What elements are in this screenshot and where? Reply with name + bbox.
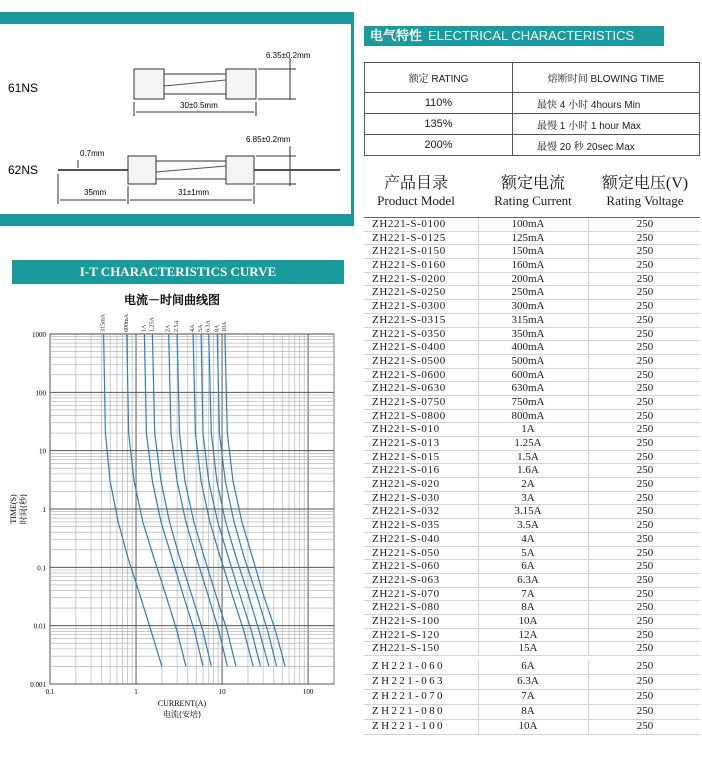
product-voltage: 250 — [636, 286, 654, 299]
column-divider — [588, 601, 589, 615]
product-current: 1A — [521, 423, 535, 436]
product-current: 500mA — [511, 354, 545, 367]
curve-label-1.25A: 1.25A — [149, 317, 156, 332]
column-divider — [588, 300, 589, 314]
product-table-header — [364, 175, 700, 217]
fuse1-diameter-label: 6.35±0.2mm — [266, 51, 311, 60]
column-divider — [588, 505, 589, 519]
rating-value: 135% — [365, 114, 513, 135]
fuse2-body — [128, 156, 254, 184]
fuse2-cap-right — [226, 156, 254, 184]
product-model: ZH221-100 — [372, 720, 445, 732]
curve-label-10A: 10A — [221, 321, 228, 332]
blowing-time-value: 最快 4 小时 4hours Min — [513, 93, 700, 114]
column-divider — [478, 341, 479, 355]
column-divider — [478, 396, 479, 410]
curve-label-2A: 2A — [165, 324, 172, 332]
column-divider — [478, 451, 479, 465]
product-voltage: 250 — [636, 218, 654, 230]
product-voltage: 250 — [636, 354, 654, 367]
product-row — [364, 547, 700, 561]
voltage-column-header — [590, 175, 700, 208]
product-row — [364, 410, 700, 424]
product-model: ZH221-S-100 — [372, 614, 440, 627]
column-divider — [478, 615, 479, 629]
fuse1-label: 61NS — [8, 81, 39, 95]
product-row — [364, 437, 700, 451]
product-current: 315mA — [511, 313, 545, 326]
column-divider — [588, 615, 589, 629]
product-current: 3.5A — [517, 519, 539, 532]
column-divider — [588, 690, 589, 704]
column-divider — [478, 533, 479, 547]
rating-header: 额定 RATING — [365, 63, 513, 93]
product-row — [364, 382, 700, 396]
product-rows — [364, 217, 700, 656]
product-model: ZH221-S-0250 — [372, 286, 446, 299]
column-divider — [588, 574, 589, 588]
fuse1-body — [134, 69, 256, 99]
product-voltage: 250 — [636, 705, 654, 717]
column-divider — [478, 574, 479, 588]
column-divider — [588, 273, 589, 287]
column-divider — [478, 690, 479, 704]
electrical-title-en: ELECTRICAL CHARACTERISTICS — [428, 28, 635, 43]
product-model: ZH221-S-0750 — [372, 395, 446, 408]
voltage-header-zh: 额定电压(V) — [601, 175, 689, 192]
product-current: 6A — [521, 660, 535, 672]
product-voltage: 250 — [636, 478, 654, 491]
product-row — [364, 273, 700, 287]
y-tick-label: 0.01 — [33, 622, 46, 631]
fuse2-diameter-label: 6.85±0.2mm — [246, 135, 291, 144]
product-rows-extra — [364, 660, 700, 735]
fuse2-glass — [156, 161, 226, 179]
y-tick-label: 0.001 — [30, 681, 46, 689]
product-voltage: 250 — [636, 628, 654, 641]
product-voltage: 250 — [636, 675, 654, 687]
current-column-header — [478, 175, 588, 208]
column-divider — [588, 218, 589, 232]
column-divider — [588, 660, 589, 674]
product-voltage: 250 — [636, 690, 654, 702]
product-model: ZH221-S-035 — [372, 519, 440, 532]
product-row — [364, 519, 700, 533]
product-current: 200mA — [511, 272, 545, 285]
column-divider — [478, 218, 479, 232]
curve-label-600mA: 600mA — [123, 314, 130, 332]
x-tick-label: 1 — [134, 688, 138, 696]
product-current: 6A — [521, 560, 535, 573]
product-model: ZH221-S-015 — [372, 450, 440, 463]
fuse2-lead-length-label: 35mm — [84, 188, 107, 197]
product-voltage: 250 — [636, 231, 654, 244]
product-current: 15A — [518, 642, 538, 655]
product-voltage: 250 — [636, 368, 654, 381]
product-model: ZH221-S-0350 — [372, 327, 446, 340]
product-model: ZH221-S-0500 — [372, 354, 446, 367]
product-row — [364, 232, 700, 246]
fuse-dimension-panel — [0, 12, 354, 226]
product-voltage: 250 — [636, 546, 654, 559]
product-row — [364, 286, 700, 300]
column-divider — [588, 492, 589, 506]
column-divider — [588, 464, 589, 478]
fuse2-cap-left — [128, 156, 156, 184]
curve-label-1A: 1A — [141, 324, 148, 332]
product-voltage: 250 — [636, 245, 654, 258]
x-tick-label: 0.1 — [45, 688, 55, 696]
product-model: ZH221-S-070 — [372, 587, 440, 600]
product-model: ZH221-063 — [372, 675, 445, 687]
product-model: ZH221-060 — [372, 660, 445, 672]
product-row — [364, 464, 700, 478]
product-current: 100mA — [511, 218, 545, 230]
product-current: 6.3A — [517, 573, 539, 586]
chart-title: 电流－时间曲线图 — [123, 293, 221, 307]
product-model: ZH221-S-010 — [372, 423, 440, 436]
product-voltage: 250 — [636, 720, 654, 732]
column-divider — [588, 423, 589, 437]
product-current: 8A — [521, 705, 535, 717]
product-voltage: 250 — [636, 259, 654, 272]
product-voltage: 250 — [636, 532, 654, 545]
product-voltage: 250 — [636, 341, 654, 354]
column-divider — [478, 705, 479, 719]
product-current: 350mA — [511, 327, 545, 340]
blowing-time-value: 最慢 1 小时 1 hour Max — [513, 114, 700, 135]
product-current: 3A — [521, 491, 535, 504]
product-row — [364, 705, 700, 720]
column-divider — [478, 286, 479, 300]
fuse1-cap-right — [226, 69, 256, 99]
product-current: 300mA — [511, 300, 545, 313]
product-voltage: 250 — [636, 614, 654, 627]
column-divider — [588, 478, 589, 492]
product-current: 600mA — [511, 368, 545, 381]
product-model: ZH221-070 — [372, 690, 445, 702]
product-model: ZH221-S-016 — [372, 464, 440, 477]
column-divider — [478, 660, 479, 674]
column-divider — [478, 410, 479, 424]
column-divider — [478, 629, 479, 643]
curve-label-315mA: 315mA — [100, 314, 107, 332]
product-voltage: 250 — [636, 300, 654, 313]
rating-value: 200% — [365, 135, 513, 156]
electrical-title-zh: 电气特性 — [370, 28, 423, 43]
fuse-dimension-drawing — [0, 24, 351, 214]
column-divider — [478, 642, 479, 656]
column-divider — [588, 232, 589, 246]
column-divider — [588, 410, 589, 424]
fuse1-length-label: 30±0.5mm — [180, 101, 218, 110]
product-row — [364, 642, 700, 656]
column-divider — [478, 601, 479, 615]
column-divider — [588, 286, 589, 300]
product-model: ZH221-S-060 — [372, 560, 440, 573]
product-row — [364, 720, 700, 735]
y-axis-label-zh: 时间(秒) — [19, 493, 28, 525]
product-row — [364, 675, 700, 690]
product-row — [364, 690, 700, 705]
product-row — [364, 492, 700, 506]
product-row — [364, 615, 700, 629]
product-model: ZH221-S-013 — [372, 437, 440, 449]
product-model: ZH221-S-0600 — [372, 368, 446, 381]
product-model: ZH221-S-0200 — [372, 272, 446, 285]
electrical-header-row — [365, 63, 700, 93]
electrical-row — [365, 114, 700, 135]
product-current: 250mA — [511, 286, 545, 299]
product-row — [364, 588, 700, 602]
product-current: 800mA — [511, 409, 545, 422]
product-model: ZH221-S-150 — [372, 642, 440, 655]
column-divider — [478, 675, 479, 689]
product-row — [364, 560, 700, 574]
product-catalog — [364, 175, 700, 735]
electrical-characteristics-header — [364, 26, 664, 46]
column-divider — [478, 382, 479, 396]
product-current: 12A — [518, 628, 538, 641]
y-tick-label: 10 — [39, 447, 46, 456]
column-divider — [588, 245, 589, 259]
product-model: ZH221-S-030 — [372, 491, 440, 504]
column-divider — [588, 675, 589, 689]
product-current: 125mA — [511, 231, 545, 244]
x-axis-label: CURRENT(A) — [157, 699, 207, 708]
product-current: 1.6A — [517, 464, 539, 477]
curve-label-5A: 5A — [198, 324, 205, 332]
column-divider — [588, 437, 589, 451]
product-row — [364, 478, 700, 492]
model-header-zh: 产品目录 — [383, 175, 448, 192]
product-current: 160mA — [511, 259, 545, 272]
fuse2-body-length-label: 31±1mm — [178, 188, 210, 197]
product-model: ZH221-S-0300 — [372, 300, 446, 313]
column-divider — [588, 355, 589, 369]
product-current: 750mA — [511, 395, 545, 408]
product-model: ZH221-S-120 — [372, 628, 440, 641]
product-model: ZH221-S-0800 — [372, 409, 446, 422]
column-divider — [588, 341, 589, 355]
column-divider — [478, 273, 479, 287]
column-divider — [588, 369, 589, 383]
product-current: 10A — [518, 720, 538, 732]
product-model: ZH221-S-0150 — [372, 245, 446, 258]
y-tick-label: 100 — [35, 389, 46, 398]
product-current: 2A — [521, 478, 535, 491]
product-model: ZH221-S-0125 — [372, 231, 446, 244]
electrical-row — [365, 135, 700, 156]
fuse1-glass — [164, 74, 226, 94]
product-voltage: 250 — [636, 491, 654, 504]
product-row — [364, 259, 700, 273]
column-divider — [478, 492, 479, 506]
product-row — [364, 328, 700, 342]
product-model: ZH221-S-0400 — [372, 341, 446, 354]
product-model: ZH221-S-0100 — [372, 218, 446, 230]
product-voltage: 250 — [636, 519, 654, 532]
column-divider — [588, 705, 589, 719]
column-divider — [478, 505, 479, 519]
y-tick-label: 1 — [42, 506, 46, 514]
product-model: ZH221-S-080 — [372, 601, 440, 614]
column-divider — [478, 314, 479, 328]
x-axis-label-zh: 电流(安培) — [162, 710, 202, 719]
product-model: ZH221-080 — [372, 705, 445, 717]
product-voltage: 250 — [636, 382, 654, 395]
column-divider — [588, 629, 589, 643]
product-model: ZH221-S-0630 — [372, 382, 446, 395]
product-current: 150mA — [511, 245, 545, 258]
column-divider — [478, 478, 479, 492]
column-divider — [478, 369, 479, 383]
electrical-row — [365, 93, 700, 114]
column-divider — [478, 519, 479, 533]
product-voltage: 250 — [636, 464, 654, 477]
column-divider — [478, 464, 479, 478]
product-voltage: 250 — [636, 642, 654, 655]
product-row — [364, 423, 700, 437]
product-voltage: 250 — [636, 437, 654, 449]
product-row — [364, 629, 700, 643]
current-header-en: Rating Current — [494, 193, 572, 208]
column-divider — [478, 300, 479, 314]
x-tick-label: 100 — [302, 688, 314, 696]
voltage-header-en: Rating Voltage — [606, 193, 684, 208]
product-model: ZH221-S-020 — [372, 478, 440, 491]
product-voltage: 250 — [636, 660, 654, 672]
product-model: ZH221-S-063 — [372, 573, 440, 586]
column-divider — [478, 437, 479, 451]
curve-label-2.5A: 2.5A — [174, 320, 181, 332]
product-current: 400mA — [511, 341, 545, 354]
product-voltage: 250 — [636, 560, 654, 573]
curve-label-4A: 4A — [190, 324, 197, 332]
product-current: 7A — [521, 587, 535, 600]
product-row — [364, 505, 700, 519]
electrical-characteristics-table — [364, 62, 700, 156]
product-model: ZH221-S-040 — [372, 532, 440, 545]
product-current: 7A — [521, 690, 535, 702]
y-tick-label: 1000 — [32, 331, 46, 339]
column-divider — [588, 259, 589, 273]
product-current: 630mA — [511, 382, 545, 395]
product-voltage: 250 — [636, 587, 654, 600]
column-divider — [588, 314, 589, 328]
product-model: ZH221-S-032 — [372, 505, 440, 518]
product-voltage: 250 — [636, 423, 654, 436]
column-divider — [478, 232, 479, 246]
column-divider — [478, 423, 479, 437]
product-row — [364, 396, 700, 410]
current-header-zh: 额定电流 — [500, 175, 565, 192]
product-voltage: 250 — [636, 573, 654, 586]
product-voltage: 250 — [636, 395, 654, 408]
product-row — [364, 601, 700, 615]
column-divider — [588, 328, 589, 342]
column-divider — [478, 245, 479, 259]
product-row — [364, 218, 700, 232]
model-column-header — [368, 175, 464, 208]
product-voltage: 250 — [636, 313, 654, 326]
product-voltage: 250 — [636, 450, 654, 463]
product-row — [364, 341, 700, 355]
column-divider — [478, 588, 479, 602]
product-model: ZH221-S-0315 — [372, 313, 446, 326]
product-current: 1.5A — [517, 450, 539, 463]
blowing-time-value: 最慢 20 秒 20sec Max — [513, 135, 700, 156]
column-divider — [588, 720, 589, 734]
product-row — [364, 355, 700, 369]
curve-label-6.3A: 6.3A — [205, 320, 212, 332]
product-row — [364, 574, 700, 588]
product-row — [364, 533, 700, 547]
model-header-en: Product Model — [377, 193, 455, 208]
column-divider — [478, 720, 479, 734]
product-row — [364, 314, 700, 328]
product-voltage: 250 — [636, 327, 654, 340]
blowing-time-header: 熔断时间 BLOWING TIME — [513, 63, 700, 93]
product-row — [364, 451, 700, 465]
product-voltage: 250 — [636, 409, 654, 422]
y-tick-label: 0.1 — [37, 564, 46, 573]
column-divider — [588, 547, 589, 561]
product-voltage: 250 — [636, 272, 654, 285]
column-divider — [478, 560, 479, 574]
curve-label-8A: 8A — [214, 324, 221, 332]
column-divider — [588, 382, 589, 396]
product-current: 1.25A — [514, 437, 542, 449]
column-divider — [588, 642, 589, 656]
column-divider — [478, 259, 479, 273]
product-current: 3.15A — [514, 505, 542, 518]
product-row — [364, 245, 700, 259]
product-current: 10A — [518, 614, 538, 627]
column-divider — [588, 519, 589, 533]
product-row — [364, 660, 700, 675]
column-divider — [588, 451, 589, 465]
product-model: ZH221-S-0160 — [372, 259, 446, 272]
it-curve-chart — [0, 284, 350, 724]
it-curve-header: I-T CHARACTERISTICS CURVE — [12, 260, 344, 284]
column-divider — [588, 533, 589, 547]
column-divider — [588, 560, 589, 574]
product-row — [364, 369, 700, 383]
product-model: ZH221-S-050 — [372, 546, 440, 559]
column-divider — [478, 547, 479, 561]
product-voltage: 250 — [636, 601, 654, 614]
column-divider — [588, 396, 589, 410]
fuse2-label: 62NS — [8, 163, 39, 177]
fuse1-cap-left — [134, 69, 164, 99]
product-current: 8A — [521, 601, 535, 614]
y-axis-label: TIME(S) — [9, 494, 18, 524]
column-divider — [478, 355, 479, 369]
product-current: 5A — [521, 546, 535, 559]
product-row — [364, 300, 700, 314]
product-current: 6.3A — [517, 675, 539, 687]
product-current: 4A — [521, 532, 535, 545]
column-divider — [478, 328, 479, 342]
column-divider — [588, 588, 589, 602]
fuse2-lead-label: 0.7mm — [80, 149, 105, 158]
x-tick-label: 10 — [218, 688, 226, 696]
product-voltage: 250 — [636, 505, 654, 518]
rating-value: 110% — [365, 93, 513, 114]
